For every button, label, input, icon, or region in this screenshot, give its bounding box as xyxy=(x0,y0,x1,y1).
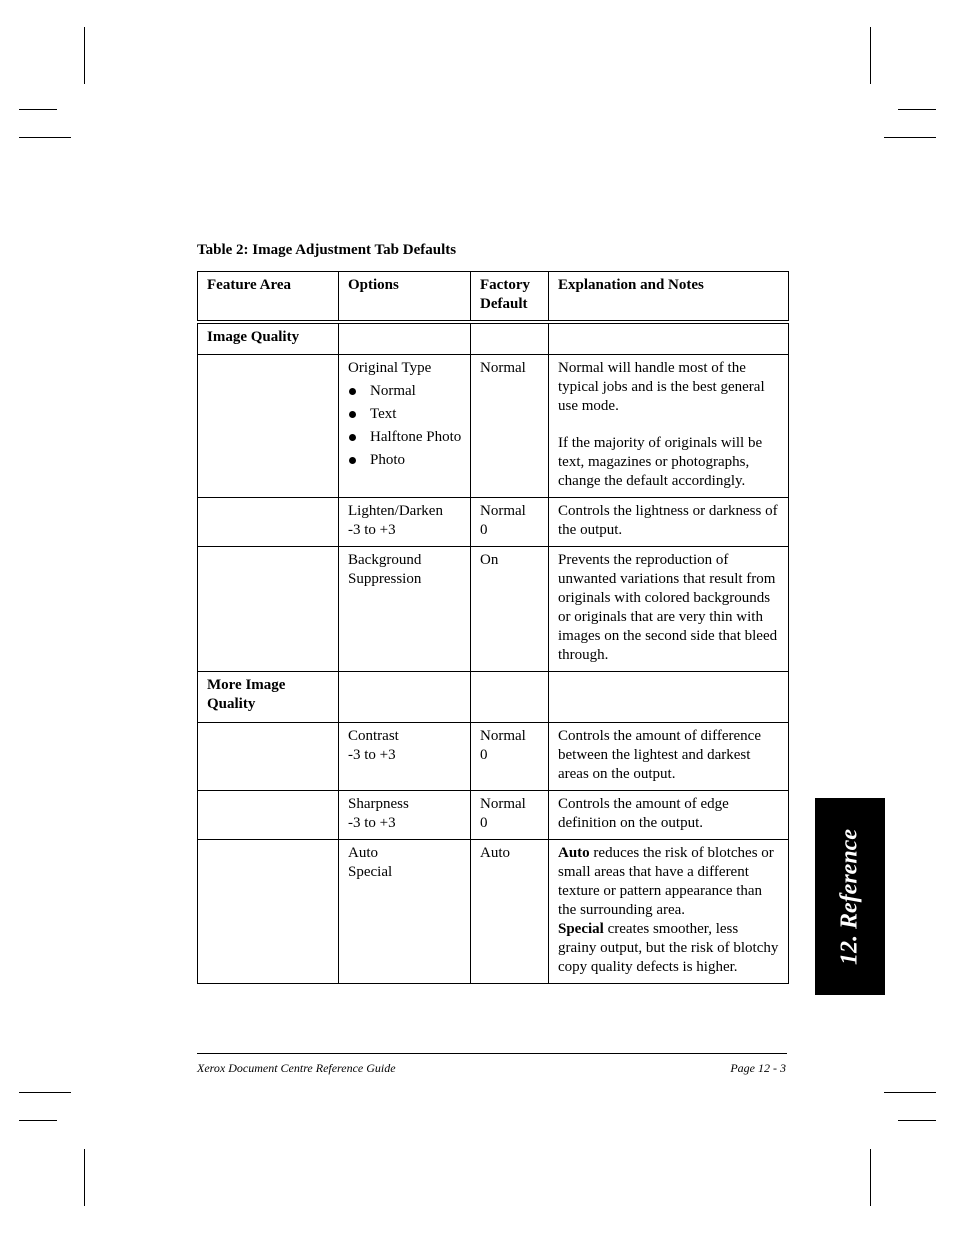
option-range: -3 to +3 xyxy=(348,747,396,763)
option-label: Auto xyxy=(348,845,378,861)
notes-paragraph xyxy=(558,844,780,920)
option-list xyxy=(348,382,462,470)
chapter-tab xyxy=(815,798,885,995)
default-cell xyxy=(471,791,549,840)
notes-cell xyxy=(549,322,789,355)
notes-cell: Controls the amount of difference between the lightest and darkest areas on the output. xyxy=(549,723,789,791)
footer-title: Xerox Document Centre Reference Guide xyxy=(197,1061,396,1075)
option-range: -3 to +3 xyxy=(348,815,396,831)
default-cell xyxy=(471,322,549,355)
table-row xyxy=(198,672,789,723)
table-header-row xyxy=(198,272,789,323)
feature-label: Quality xyxy=(207,696,256,712)
crop-mark xyxy=(870,27,871,84)
crop-mark xyxy=(884,137,936,138)
option-cell xyxy=(339,547,471,672)
table-row xyxy=(198,322,789,355)
footer-page-number: Page 12 - 3 xyxy=(730,1061,786,1075)
crop-mark xyxy=(884,1092,936,1093)
crop-mark xyxy=(19,1092,71,1093)
default-cell xyxy=(471,723,549,791)
feature-cell xyxy=(198,498,339,547)
option-label: Suppression xyxy=(348,571,422,587)
default-value: 0 xyxy=(480,747,488,763)
crop-mark xyxy=(84,27,85,84)
table-row xyxy=(198,723,789,791)
option-cell xyxy=(339,322,471,355)
option-cell xyxy=(339,723,471,791)
notes-cell xyxy=(549,840,789,984)
feature-cell xyxy=(198,723,339,791)
default-cell: On xyxy=(471,547,549,672)
notes-cell: Controls the lightness or darkness of the output. xyxy=(549,498,789,547)
crop-mark xyxy=(19,1120,57,1121)
feature-label: More Image xyxy=(207,677,286,693)
table-row xyxy=(198,498,789,547)
option-cell xyxy=(339,498,471,547)
notes-term: Auto xyxy=(558,845,590,861)
footer-rule xyxy=(197,1053,787,1054)
option-range: -3 to +3 xyxy=(348,522,396,538)
option-list-item: Halftone Photo xyxy=(348,428,462,447)
notes-cell xyxy=(549,355,789,498)
default-value: 0 xyxy=(480,522,488,538)
notes-cell xyxy=(549,672,789,723)
default-value: Normal xyxy=(480,728,526,744)
default-value: Normal xyxy=(480,796,526,812)
option-list-item: Photo xyxy=(348,451,462,470)
header-factory-default xyxy=(471,272,549,323)
crop-mark xyxy=(898,109,936,110)
defaults-table xyxy=(197,271,789,984)
default-value: Normal xyxy=(480,503,526,519)
option-list-item: Normal xyxy=(348,382,462,401)
header-feature-area: Feature Area xyxy=(198,272,339,323)
feature-cell xyxy=(198,547,339,672)
feature-cell xyxy=(198,791,339,840)
option-cell xyxy=(339,672,471,723)
default-cell xyxy=(471,672,549,723)
notes-paragraph: If the majority of originals will be text, magazines or photographs, change the default accordingly. xyxy=(558,435,763,489)
table-row xyxy=(198,840,789,984)
notes-term: Special xyxy=(558,921,604,937)
table-row xyxy=(198,547,789,672)
option-list-item: Text xyxy=(348,405,462,424)
feature-cell: Image Quality xyxy=(198,322,339,355)
default-cell: Normal xyxy=(471,355,549,498)
default-cell xyxy=(471,498,549,547)
notes-text: reduces the risk of blotches or small areas that have a different texture or pattern appearance than the surrounding area. xyxy=(558,845,774,918)
option-label: Original Type xyxy=(348,360,432,376)
notes-paragraph xyxy=(558,920,780,977)
feature-cell xyxy=(198,672,339,723)
notes-text: creates smoother, less grainy output, but the risk of blotchy copy quality defects is higher. xyxy=(558,921,779,975)
notes-cell: Prevents the reproduction of unwanted variations that result from originals with colored backgrounds or originals that are very thin with images on the second side that bleed through. xyxy=(549,547,789,672)
option-label: Special xyxy=(348,864,393,880)
option-cell xyxy=(339,791,471,840)
option-label: Lighten/Darken xyxy=(348,503,443,519)
table-row xyxy=(198,791,789,840)
header-factory-default-line2: Default xyxy=(480,296,528,312)
header-explanation: Explanation and Notes xyxy=(549,272,789,323)
notes-cell: Controls the amount of edge definition on the output. xyxy=(549,791,789,840)
feature-cell xyxy=(198,355,339,498)
table-row xyxy=(198,355,789,498)
chapter-tab-label: 12. Reference xyxy=(836,828,863,965)
default-cell: Auto xyxy=(471,840,549,984)
crop-mark xyxy=(84,1149,85,1206)
option-label: Contrast xyxy=(348,728,399,744)
option-label: Background xyxy=(348,552,422,568)
header-options: Options xyxy=(339,272,471,323)
option-cell xyxy=(339,355,471,498)
notes-paragraph: Normal will handle most of the typical jobs and is the best general use mode. xyxy=(558,360,765,414)
crop-mark xyxy=(898,1120,936,1121)
option-label: Sharpness xyxy=(348,796,409,812)
crop-mark xyxy=(870,1149,871,1206)
crop-mark xyxy=(19,137,71,138)
option-cell xyxy=(339,840,471,984)
feature-cell xyxy=(198,840,339,984)
crop-mark xyxy=(19,109,57,110)
table-caption: Table 2: Image Adjustment Tab Defaults xyxy=(197,242,457,258)
default-value: 0 xyxy=(480,815,488,831)
header-factory-default-line1: Factory xyxy=(480,277,530,293)
